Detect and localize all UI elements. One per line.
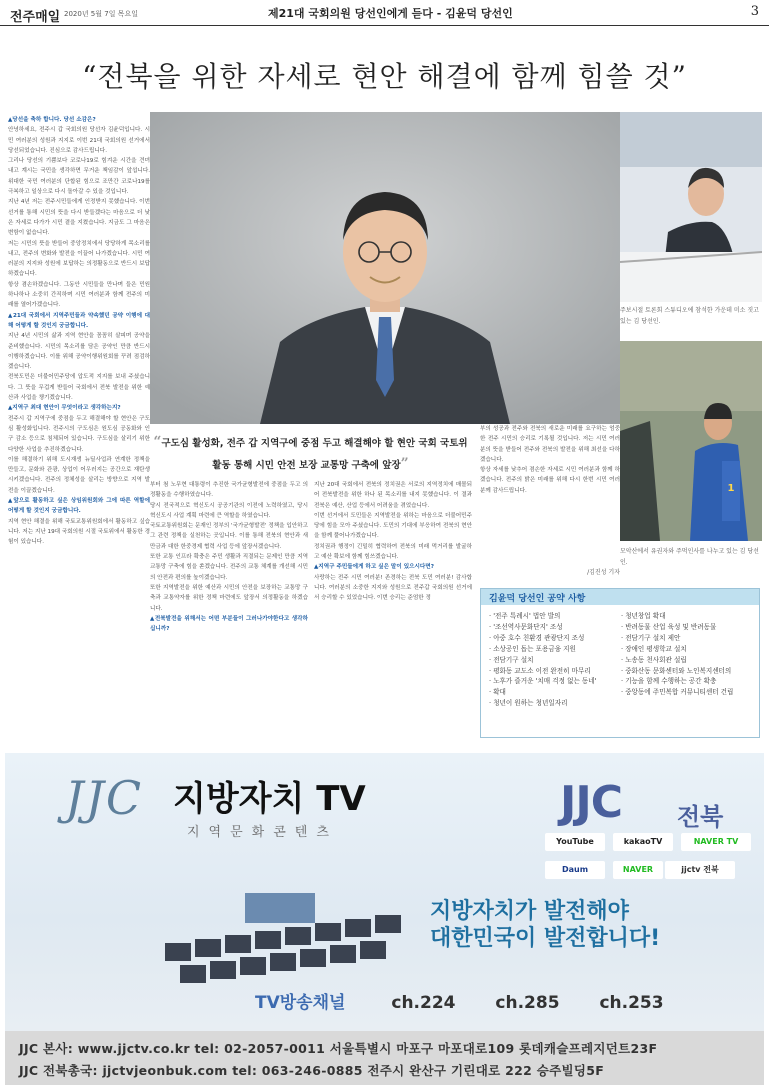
paragraph: 전북도민은 더불어민주당에 압도적 지지를 보내 주셨습니다. 그 뜻을 무겁게 받들어 국회에서 전북 발전을 위한 예산과 사업을 챙기겠습니다.	[8, 374, 150, 402]
pledge-item: · 노송동 천사회관 설립	[621, 655, 687, 664]
pledge-item: · 중화산동 문화센터와 노인복지센터의	[621, 666, 732, 675]
paragraph: 지난 20대 국회에서 전북의 정치권은 서로의 지역정치에 매몰되어 전북발전을 위한 하나 된 목소리를 내지 못했습니다. 이 결과 전북은 예산, 산업 등에서 어려움을 겪었습니다.	[314, 482, 472, 509]
paragraph: 항상 자세를 낮추어 겸손한 자세로 시민 여러분과 함께 하겠습니다. 전주의 밝은 미래를 위해 다시 한번 시민 여러분께 감사드립니다.	[480, 467, 620, 494]
pledge-item: · 중앙동에 주민복합 커뮤니티센터 건립	[621, 688, 734, 697]
pledge-list-right	[621, 611, 757, 698]
pledge-item: · 청년이 원하는 청년일자리	[489, 699, 568, 708]
paragraph: 국토교통위원회는 문재인 정부의 '국가균형발전' 정책을 입안하고 그 관련 정책을 실천하는 곳입니다. 이를 통해 전북의 현안과 새만금과 대한 한중경제 협력 사업 등에 앞장서겠습니다.	[150, 523, 308, 550]
pledge-item: · 전담기구 설치	[489, 655, 534, 664]
paragraph: 부터 첨 노무현 대통령이 추진한 국가균형발전에 중점을 두고 의정활동을 수행하였습니다.	[150, 482, 308, 499]
quote-open: “	[153, 434, 162, 450]
advertisement	[5, 753, 764, 1085]
newspaper-name: 전주매일	[10, 10, 61, 25]
campaign-number: 1	[727, 483, 735, 494]
question-heading: ▲당선을 축하 합니다. 당선 소감은?	[8, 117, 96, 123]
paragraph: 지난 4년 저는 전주시민들에게 인정받지 못했습니다. 이번 선거를 통해 시민의 뜻을 다시 받들겠다는 마음으로 더 낮은 자세로 다가가 시민 곁을 지켰습니다. 지금도 그 마음은 변함이 없습니다.	[8, 199, 150, 237]
platform-badge: NAVER TV	[681, 833, 751, 851]
side-photo-caption-2: 모악산에서 유권자와 주먹인사를 나누고 있는 김 당선인.	[620, 548, 759, 566]
platform-badge: jjctv 전북	[665, 861, 735, 879]
pledge-box	[480, 588, 760, 738]
pull-quote	[148, 432, 473, 476]
pledge-item: · 노후가 즐거운 '치매 걱정 없는 동네'	[489, 677, 597, 686]
ad-title: 지방자치 TV	[173, 779, 366, 819]
pledge-item: · '조선역사문화단지' 조성	[489, 622, 563, 631]
pledge-item: · 아중 호수 친환경 관광단지 조성	[489, 633, 585, 642]
pledge-item: · 청년창업 확대	[621, 612, 666, 620]
pledge-item: · 소상공인 돕는 포용금융 지원	[489, 644, 576, 653]
article-column-2	[150, 480, 308, 750]
main-photo	[150, 112, 620, 424]
pledge-item: · 전담기구 설치 제안	[621, 633, 681, 642]
article-column-3	[314, 480, 472, 750]
platform-badge: YouTube	[545, 833, 605, 851]
paragraph: 또한 교통 인프라 확충은 주민 생활과 직결되는 문제인 만큼 지역 교통망 구축에 힘을 쏟겠습니다. 전주의 교통 체계를 개선해 시민의 안전과 편의를 높이겠습니다.	[150, 554, 308, 581]
paragraph: 안녕하세요, 전주시 갑 국회의원 당선자 김윤덕입니다. 시민 여러분의 성원과 지지로 이번 21대 국회의원 선거에서 당선되었습니다. 진심으로 감사드립니다.	[8, 127, 150, 154]
ad-logo-right: JJC	[560, 777, 623, 828]
pledge-item: · 장애인 평생학교 설치	[621, 644, 687, 653]
side-photo-caption-1: 주보시절 토론회 스튜디오에 참석한 가운데 미소 짓고 있는 김 당선인.	[620, 307, 759, 325]
paragraph: 항상 겸손하겠습니다. 그동안 시민들을 만나며 들은 민원 하나하나 소중히 간직하며 시민 여러분과 함께 전주의 미래를 열어가겠습니다.	[8, 281, 150, 309]
side-photo-mountain	[620, 341, 762, 541]
byline: /김진성 기자	[587, 569, 620, 576]
ad-slogan-line-1: 지방자치가 발전해야	[430, 899, 629, 924]
paragraph: 저는 시민의 뜻을 받들어 중앙정치에서 당당하게 목소리를 내고, 전주의 변화와 발전을 이끌어 나가겠습니다. 시민 여러분의 지지와 성원에 보답하는 의정활동으로 반드시 보답하겠습니다.	[8, 240, 150, 278]
paragraph: 정치권과 행정이 긴밀히 협력하여 전북의 미래 먹거리를 발굴하고 예산 확보에 함께 힘쓰겠습니다.	[314, 543, 472, 561]
ad-slogan	[430, 898, 660, 952]
ad-slogan-line-2: 대한민국이 발전합니다!	[430, 926, 661, 951]
question-heading: ▲21대 국회에서 지역주민들과 약속했던 공약 이행에 대해 어떻게 할 것인지 궁금합니다.	[8, 312, 150, 329]
paragraph: 그리나 당선의 기쁨보다 코로나19로 힘겨운 시간을 견뎌내고 계시는 국민을 생각하면 무거운 책임감이 앞섭니다. 위대한 국민 여러분의 단합된 힘으로 조만간 코로나19를 극복하고 일상으로 다시 돌아갈 수 있을 것입니다.	[8, 158, 150, 196]
paragraph: 지난 4년 시민의 삶과 지역 현안을 꼼꼼히 살피며 공약을 준비했습니다. 시민의 목소리를 담은 공약인 만큼 반드시 이행하겠습니다. 이를 위해 공약이행위원회를 꾸려 점검하겠습니다.	[8, 333, 150, 371]
pull-quote-text: 구도심 활성화, 전주 갑 지역구에 중점 두고 해결해야 할 현안 국회 국토위 활동 통해 시민 안전 보장 교통망 구축에 앞장	[161, 438, 468, 471]
ad-footer-line-1: JJC 본사: www.jjctv.co.kr tel: 02-2057-0011 서울특별시 마포구 마포대로109 롯데캐슬프레지던트23F	[19, 1041, 658, 1056]
ad-logo-right-suffix: 전북	[677, 803, 724, 831]
ad-logo-left: JJC	[65, 771, 144, 825]
pledge-item: · '전주 특례시' 법안 발의	[489, 612, 561, 620]
pledge-item: · 기능을 함께 수행하는 공간 확충	[621, 677, 717, 686]
studio-illustration	[620, 112, 762, 302]
article-column-4	[480, 424, 620, 574]
pledge-item: · 반려동물 산업 육성 및 반려동물	[621, 622, 717, 631]
section-title: 제21대 국회의원 당선인에게 듣다 - 김윤덕 당선인	[268, 7, 513, 20]
article-column-1	[8, 115, 150, 750]
paragraph: 사랑하는 전주 시민 여러분! 존경하는 전북 도민 여러분! 감사합니다. 여러분의 소중한 지지와 성원으로 전주갑 국회의원 선거에서 승리할 수 있었습니다. 이번 승리는 준엄한 정	[314, 574, 472, 602]
ad-screens-graphic	[155, 873, 415, 1003]
paragraph: 당시 전국적으로 혁신도시 공공기관의 이전에 노력하였고, 당시 혁신도시 사업 계획 마련에 큰 역할을 하였습니다.	[150, 502, 308, 519]
channel-uplus: ch.253	[599, 993, 664, 1013]
page-number: 3	[750, 4, 759, 19]
paragraph: 또한 지역발전을 위한 예산과 시민의 안전을 보장하는 교통망 구축과 교통약자를 위한 정책 마련에도 앞장서 의정활동을 하겠습니다.	[150, 584, 308, 612]
pledge-item: · 평화동 교도소 이전 완전히 마무리	[489, 666, 591, 675]
issue-date: 2020년 5월 7일 목요일	[64, 10, 138, 18]
ad-subtitle: 지역문화콘텐츠	[187, 825, 338, 840]
channel-label: TV방송채널	[255, 993, 346, 1013]
platform-badge: Daum	[545, 861, 605, 879]
paragraph: 지역 현안 해결을 위해 국토교통위원회에서 활동하고 싶습니다. 저는 지난 19대 국회의원 시절 국토위에서 활동한 경험이 있습니다.	[8, 518, 150, 546]
pledge-item: · 확대	[489, 688, 506, 697]
campaign-illustration	[620, 341, 762, 541]
pledge-title: 김윤덕 당선인 공약 사항	[481, 589, 759, 605]
question-heading: ▲전북발전을 위해서는 어떤 부분들이 그러나가야한다고 생각하십니까?	[150, 615, 308, 633]
ad-footer-line-2: JJC 전북총국: jjctvjeonbuk.com tel: 063-246-0885 전주시 완산구 기린대로 222 승주빌딩5F	[19, 1063, 605, 1078]
side-photo-studio	[620, 112, 762, 302]
pledge-list-left	[489, 611, 621, 709]
question-heading: ▲지역구 최대 현안이 무엇이라고 생각하는지?	[8, 405, 121, 412]
quote-close: ”	[400, 456, 409, 472]
platform-badge: NAVER	[613, 861, 663, 879]
question-heading: ▲앞으로 활동하고 싶은 상임위원회와 그에 따른 역할에 어떻게 할 것인지 궁금합니다.	[8, 497, 150, 515]
question-heading: ▲지역구 주민들에게 하고 싶은 말이 있으시다면?	[314, 564, 434, 571]
channel-btv: ch.285	[495, 993, 560, 1013]
paragraph: 이를 해결하기 위해 도시재생 뉴딜사업과 연계한 정책을 만들고, 문화와 관광, 상업이 어우러지는 공간으로 재탄생시키겠습니다. 전주의 정체성을 살리는 방향으로 지역 발전을 이끌겠습니다.	[8, 456, 150, 494]
channel-kt: ch.224	[391, 993, 456, 1013]
paragraph: 이번 선거에서 도민들은 지역발전을 위하는 마음으로 더불어민주당에 힘을 모아 주셨습니다. 도민의 기대에 부응하여 전북의 현안을 함께 풀어나가겠습니다.	[314, 512, 472, 540]
channel-row	[255, 988, 664, 1013]
platform-badge: kakaoTV	[613, 833, 673, 851]
headline: “전북을 위한 자세로 현안 해결에 함께 힘쓸 것”	[82, 60, 687, 93]
paragraph: 전주시 갑 지역구에 중점을 두고 해결해야 할 현안은 구도심 활성화입니다. 전주시의 구도심은 원도심 공동화와 인구 감소 등으로 침체되어 있습니다. 구도심을 살리기 위한 다양한 사업을 추진하겠습니다.	[8, 415, 150, 453]
paragraph: 부의 성공과 전주와 전북의 새로운 미래를 요구하는 엄중한 전주 시민의 승리로 기록될 것입니다. 저는 시민 여러분의 뜻을 받들어 전주와 전북의 발전을 위해 최선을 다하겠습니다.	[480, 426, 620, 463]
portrait-illustration	[150, 112, 620, 424]
